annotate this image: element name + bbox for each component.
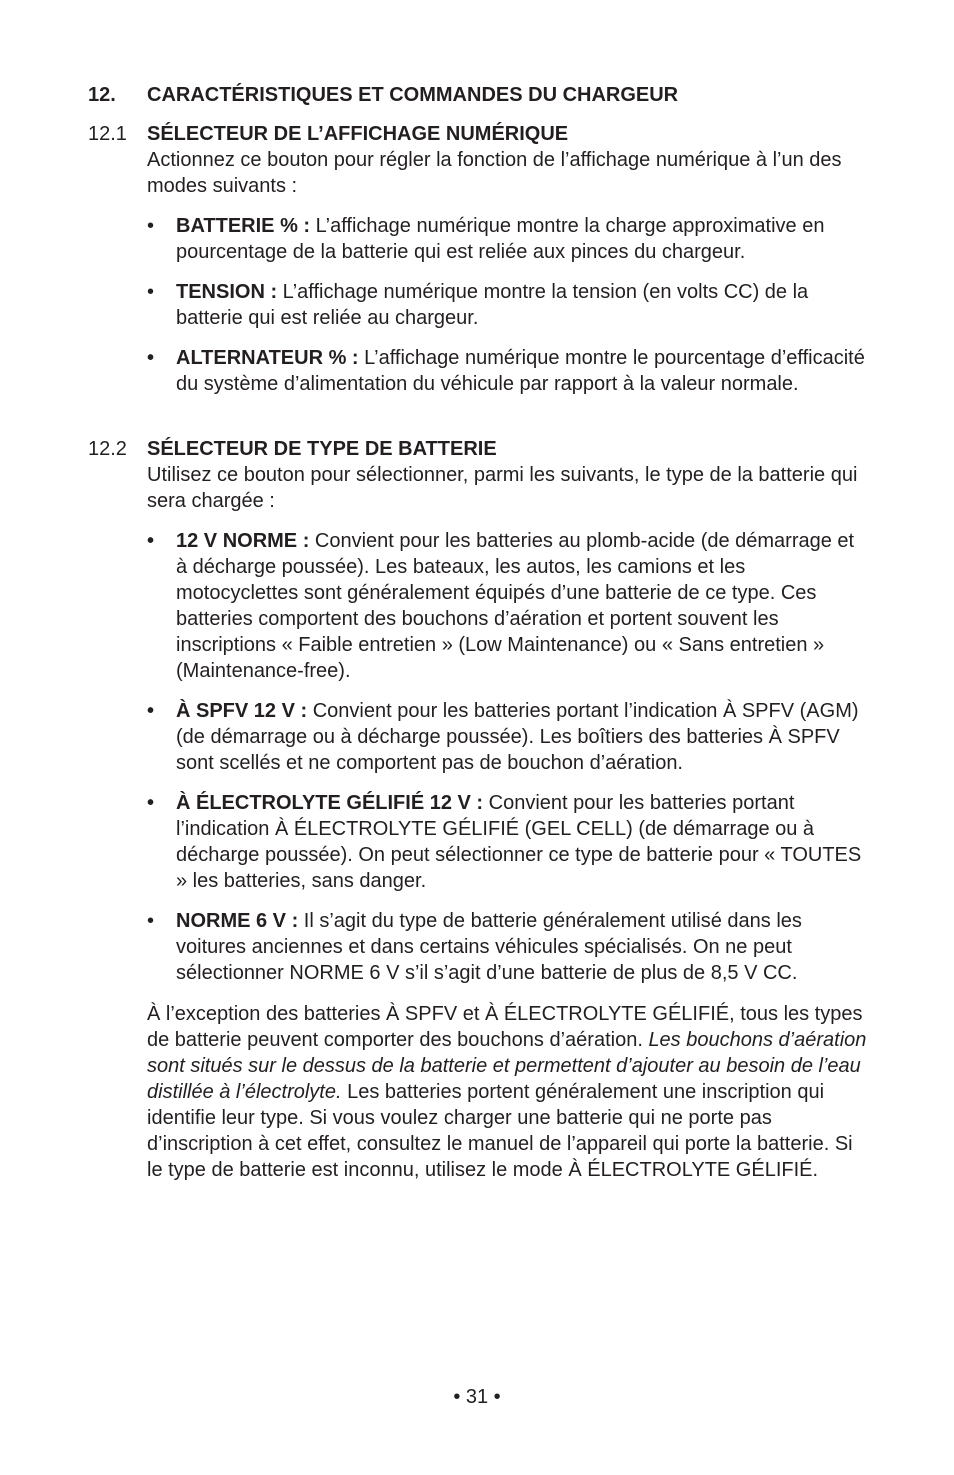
closing-text-2: Les batteries portent généralement une inscription qui identifie leur type. Si vous voulez charger une batterie qui ne porte pas d’inscription à cet effet, consultez le manuel de l’appareil qui porte la batterie. Si le type de batterie est inconnu, utilisez le mode À ÉLECTROLYTE GÉLIFIÉ.	[147, 1081, 853, 1181]
list-item	[147, 279, 847, 331]
item-text: Convient pour les batteries portant l’indication À SPFV (AGM) (de démarrage ou à décharge poussée). Les boîtiers des batteries À SPFV sont scellés et ne comportent pas de bouchon d’aération.	[176, 700, 859, 774]
item-text: L’affichage numérique montre la charge approximative en pourcentage de la batterie qui est reliée aux pinces du chargeur.	[176, 215, 825, 263]
item-label: 12 V NORME :	[176, 530, 310, 552]
bullet-glyph: •	[147, 910, 155, 932]
subsection-title: SÉLECTEUR DE TYPE DE BATTERIE	[147, 438, 497, 460]
subsection-number: 12.2	[88, 438, 127, 460]
page-number: • 31 •	[453, 1386, 501, 1408]
bullet-glyph: •	[147, 700, 155, 722]
bullet-glyph: •	[147, 530, 155, 552]
list-item	[147, 908, 847, 986]
item-label: À SPFV 12 V :	[176, 700, 308, 722]
item-text: L’affichage numérique montre la tension (en volts CC) de la batterie qui est reliée au chargeur.	[176, 281, 809, 329]
item-label: TENSION :	[176, 281, 278, 303]
list-item	[147, 698, 859, 776]
subsection-title: SÉLECTEUR DE L’AFFICHAGE NUMÉRIQUE	[147, 123, 569, 145]
closing-italic-text: Les bouchons d’aération sont situés sur le dessus de la batterie et permettent d’ajouter au besoin de l’eau distillée à l’électrolyte.	[147, 1029, 867, 1103]
subsection-intro: Utilisez ce bouton pour sélectionner, parmi les suivants, le type de la batterie qui sera chargée :	[147, 464, 858, 512]
section-title: CARACTÉRISTIQUES ET COMMANDES DU CHARGEUR	[147, 84, 679, 106]
item-label: NORME 6 V :	[176, 910, 299, 932]
list-item	[147, 345, 865, 397]
bullet-glyph: •	[147, 215, 155, 237]
item-label: À ÉLECTROLYTE GÉLIFIÉ 12 V :	[176, 792, 484, 814]
subsection-number: 12.1	[88, 123, 127, 145]
section-heading	[88, 82, 678, 108]
bullet-glyph: •	[147, 792, 155, 814]
item-label: ALTERNATEUR % :	[176, 347, 359, 369]
item-text: L’affichage numérique montre le pourcentage d’efficacité du système d’alimentation du véhicule par rapport à la valeur normale.	[176, 347, 865, 395]
item-text: Convient pour les batteries portant l’indication À ÉLECTROLYTE GÉLIFIÉ (GEL CELL) (de démarrage ou à décharge poussée). On peut sélectionner ce type de batterie pour « TOUTES » les batteries, sans danger.	[176, 792, 862, 892]
bullet-glyph: •	[147, 347, 155, 369]
closing-text-1: À l’exception des batteries À SPFV et À ÉLECTROLYTE GÉLIFIÉ, tous les types de batterie peuvent comporter des bouchons d’aération.	[147, 1003, 863, 1051]
list-item	[147, 790, 862, 894]
subsection-intro: Actionnez ce bouton pour régler la fonction de l’affichage numérique à l’un des modes suivants :	[147, 149, 842, 197]
subsection-12-1	[88, 121, 878, 199]
item-text: Il s’agit du type de batterie généralement utilisé dans les voitures anciennes et dans certains véhicules spécialisés. On ne peut sélectionner NORME 6 V s’il s’agit d’une batterie de plus de 8,5 V CC.	[176, 910, 802, 984]
closing-paragraph	[147, 1001, 869, 1183]
section-number: 12.	[88, 84, 116, 106]
item-label: BATTERIE % :	[176, 215, 311, 237]
bullet-glyph: •	[147, 281, 155, 303]
list-item	[147, 528, 855, 684]
subsection-12-2	[88, 436, 878, 514]
item-text: Convient pour les batteries au plomb-acide (de démarrage et à décharge poussée). Les bateaux, les autos, les camions et les motocyclettes sont généralement équipés d’une batterie de ce type. Ces batteries comportent des bouchons d’aération et portent souvent les inscriptions « Faible entretien » (Low Maintenance) ou « Sans entretien » (Maintenance-free).	[176, 530, 855, 682]
list-item	[147, 213, 847, 265]
